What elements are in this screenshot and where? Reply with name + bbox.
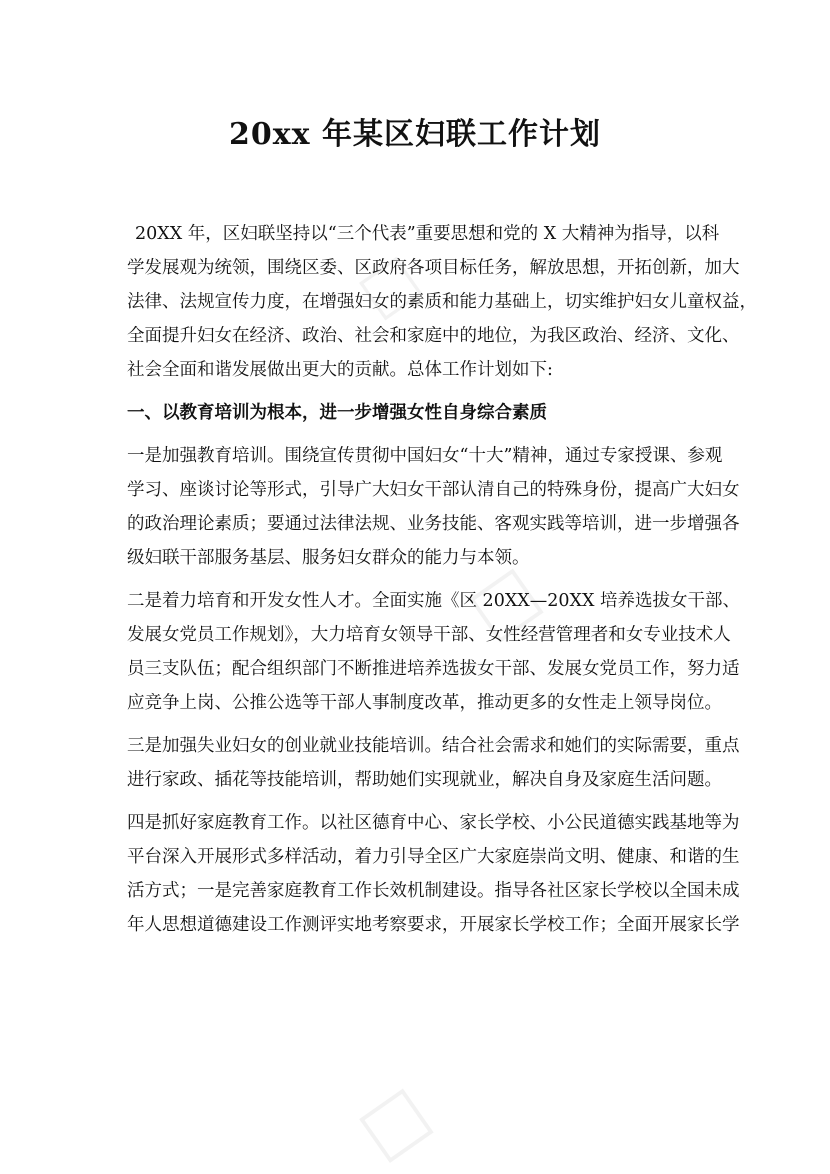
heading-line: 一、以教育培训为根本，进一步增强女性自身综合素质 [127,403,547,423]
text-line: 二是着力培育和开发女性人才。全面实施《区 20XX—20XX 培养选拔女干部、 [127,591,740,611]
text-line: 学发展观为统领，围绕区委、区政府各项目标任务，解放思想，开拓创新，加大 [127,258,740,278]
paragraph-family-education [127,806,740,942]
text-line: 20XX 年，区妇联坚持以“三个代表”重要思想和党的 X 大精神为指导，以科 [135,224,720,244]
text-line: 应竞争上岗、公推公选等干部人事制度改革，推动更多的女性走上领导岗位。 [127,693,722,713]
watermark: □ [342,1068,444,1174]
document-body [127,217,757,951]
section-heading [127,396,710,430]
watermark: □ [452,548,554,654]
text-line: 级妇联干部服务基层、服务妇女群众的能力与本领。 [127,548,530,568]
paragraph-female-talent [127,584,740,720]
text-line: 平台深入开展形式多样活动，着力引导全区广大家庭崇尚文明、健康、和谐的生 [127,847,740,867]
text-line: 社会全面和谐发展做出更大的贡献。总体工作计划如下: [127,360,553,380]
text-line: 学习、座谈讨论等形式，引导广大妇女干部认清自己的特殊身份，提高广大妇女 [127,480,740,500]
text-line: 发展女党员工作规划》，大力培育女领导干部、女性经营管理者和女专业技术人 [127,625,731,645]
text-line: 员三支队伍；配合组织部门不断推进培养选拔女干部、发展女党员工作，努力适 [127,659,740,679]
text-line: 的政治理论素质；要通过法律法规、业务技能、客观实践等培训，进一步增强各 [127,514,740,534]
paragraph-education-training [127,439,740,575]
text-line: 四是抓好家庭教育工作。以社区德育中心、家长学校、小公民道德实践基地等为 [127,813,740,833]
watermark: □ [345,240,432,330]
text-line: 一是加强教育培训。围绕宣传贯彻中国妇女“十大”精神，通过专家授课、参观 [127,446,723,466]
paragraph-employment-training [127,729,740,797]
text-line: 活方式；一是完善家庭教育工作长效机制建设。指导各社区家长学校以全国未成 [127,881,740,901]
intro-paragraph [127,217,757,387]
text-line: 全面提升妇女在经济、政治、社会和家庭中的地位，为我区政治、经济、文化、 [127,326,740,346]
text-line: 进行家政、插花等技能培训，帮助她们实现就业，解决自身及家庭生活问题。 [127,770,722,790]
document-title: 20xx 年某区妇联工作计划 [229,117,601,152]
text-line: 法律、法规宣传力度，在增强妇女的素质和能力基础上，切实维护妇女儿童权益， [127,292,757,312]
text-line: 三是加强失业妇女的创业就业技能培训。结合社会需求和她们的实际需要，重点 [127,736,740,756]
text-line: 年人思想道德建设工作测评实地考察要求，开展家长学校工作；全面开展家长学 [127,915,740,935]
